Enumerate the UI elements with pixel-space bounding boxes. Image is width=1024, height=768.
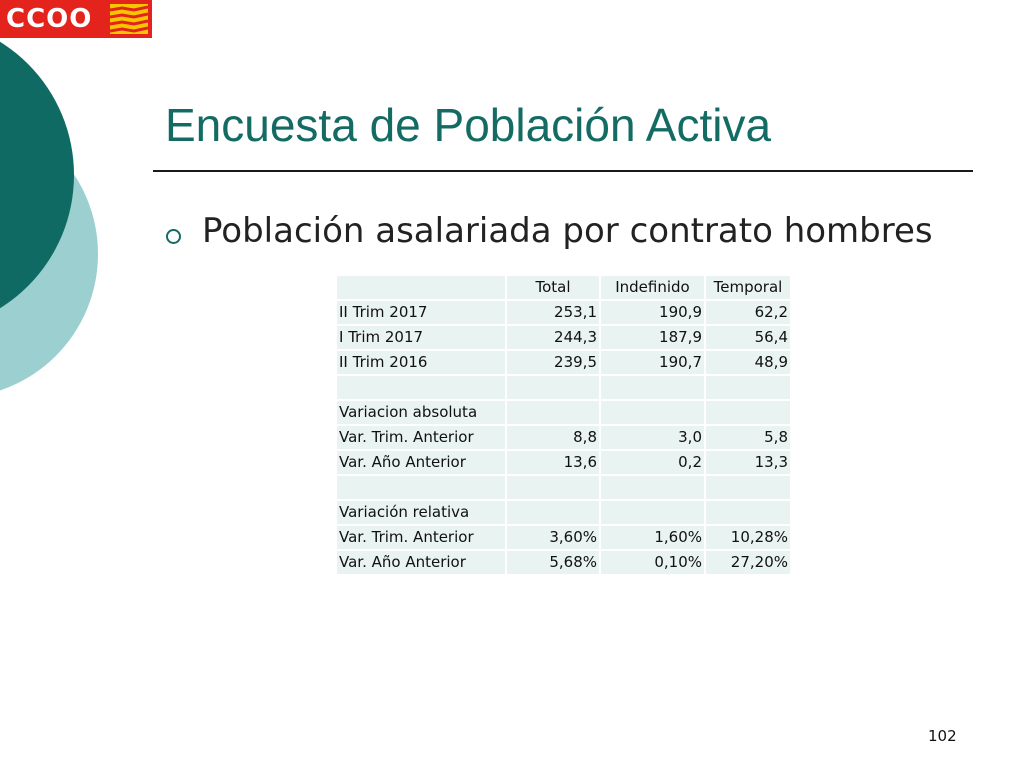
table-row	[337, 326, 790, 349]
table-cell	[601, 376, 704, 399]
table-cell: Var. Año Anterior	[337, 551, 505, 574]
table-cell: 3,60%	[507, 526, 599, 549]
table-cell	[507, 476, 599, 499]
table-cell: Variación relativa	[337, 501, 505, 524]
table-cell: 27,20%	[706, 551, 790, 574]
table-cell: 0,2	[601, 451, 704, 474]
table-cell	[601, 476, 704, 499]
table-cell	[507, 376, 599, 399]
table-cell: II Trim 2017	[337, 301, 505, 324]
ccoo-logo	[0, 0, 152, 38]
table-cell: 190,9	[601, 301, 704, 324]
table-cell: 5,68%	[507, 551, 599, 574]
table-cell: 187,9	[601, 326, 704, 349]
logo-text: CCOO	[6, 4, 93, 34]
table-cell	[706, 501, 790, 524]
table-header-cell: Temporal	[706, 276, 790, 299]
table-cell: 8,8	[507, 426, 599, 449]
table-cell	[706, 476, 790, 499]
table-row	[337, 551, 790, 574]
table-header-cell: Indefinido	[601, 276, 704, 299]
table-cell	[507, 401, 599, 424]
table-cell: 5,8	[706, 426, 790, 449]
bullet-circle-icon	[166, 229, 181, 244]
table-row	[337, 351, 790, 374]
table-row	[337, 301, 790, 324]
table-cell: Variacion absoluta	[337, 401, 505, 424]
table-cell: 56,4	[706, 326, 790, 349]
aragon-flag-stripes-icon	[110, 4, 148, 34]
table-cell: Var. Año Anterior	[337, 451, 505, 474]
table-cell	[601, 501, 704, 524]
data-table	[335, 274, 792, 576]
table-cell: 0,10%	[601, 551, 704, 574]
table-cell	[601, 401, 704, 424]
table-cell: Var. Trim. Anterior	[337, 526, 505, 549]
table-cell	[706, 401, 790, 424]
table-cell: I Trim 2017	[337, 326, 505, 349]
table-row	[337, 376, 790, 399]
table-cell: 239,5	[507, 351, 599, 374]
table-cell	[706, 376, 790, 399]
table-cell: 3,0	[601, 426, 704, 449]
table-cell: 48,9	[706, 351, 790, 374]
table-cell: 13,6	[507, 451, 599, 474]
table-row	[337, 476, 790, 499]
title-divider	[153, 170, 973, 172]
table-cell: 13,3	[706, 451, 790, 474]
table-cell: 190,7	[601, 351, 704, 374]
table-row	[337, 501, 790, 524]
table-cell	[337, 476, 505, 499]
table-cell: 244,3	[507, 326, 599, 349]
table-cell: 253,1	[507, 301, 599, 324]
table-header-cell: Total	[507, 276, 599, 299]
table-cell: 62,2	[706, 301, 790, 324]
table-cell: 10,28%	[706, 526, 790, 549]
table-row	[337, 426, 790, 449]
table-cell: II Trim 2016	[337, 351, 505, 374]
slide-title: Encuesta de Población Activa	[165, 99, 772, 151]
bullet-text: Población asalariada por contrato hombres	[202, 211, 933, 251]
table-row	[337, 451, 790, 474]
table-header-row	[337, 276, 790, 299]
table-row	[337, 526, 790, 549]
table-row	[337, 401, 790, 424]
page-number: 102	[928, 727, 957, 745]
table-cell	[337, 376, 505, 399]
table-header-cell	[337, 276, 505, 299]
table-cell: 1,60%	[601, 526, 704, 549]
table-cell	[507, 501, 599, 524]
table-cell: Var. Trim. Anterior	[337, 426, 505, 449]
